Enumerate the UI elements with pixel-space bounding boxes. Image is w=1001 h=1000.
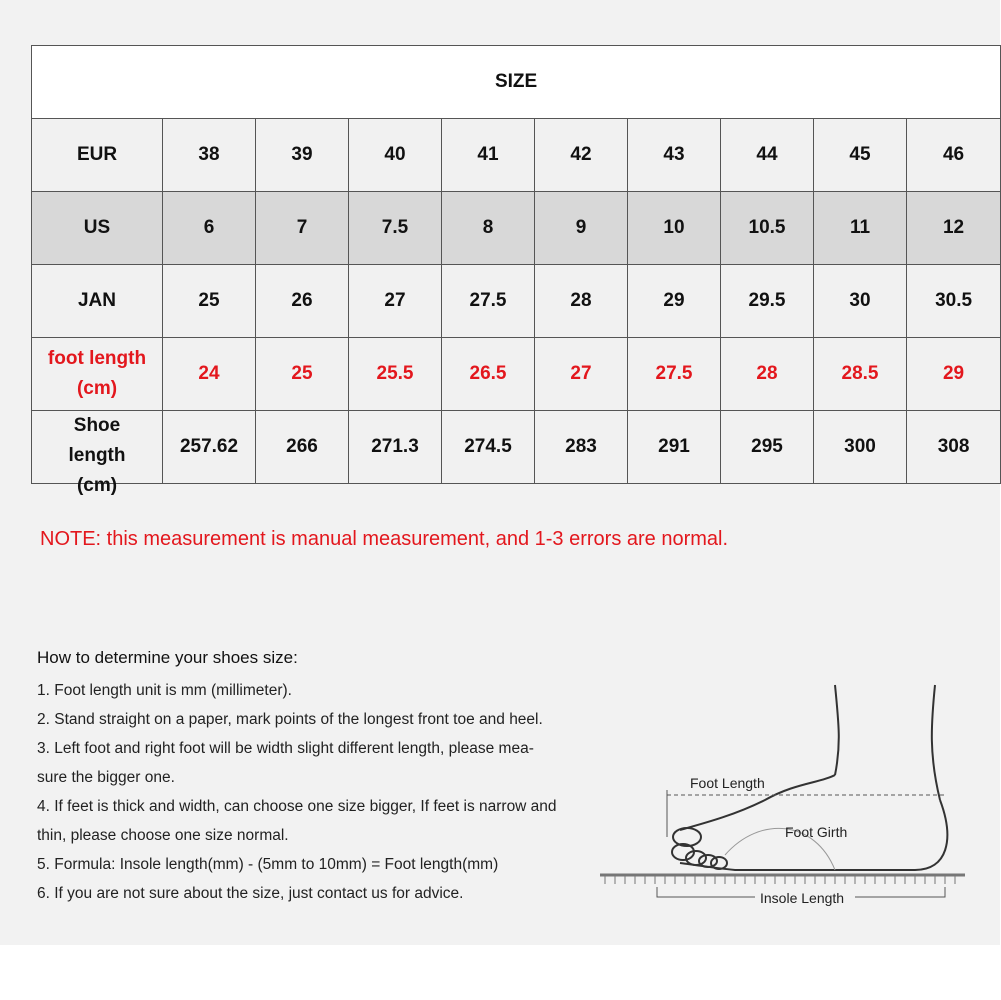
size-table (31, 45, 1001, 496)
measurement-note: NOTE: this measurement is manual measurement, and 1-3 errors are normal. (40, 528, 729, 550)
row-label-line: Shoe (73, 415, 121, 436)
table-title-row (32, 46, 1001, 119)
row-label-line: (cm) (76, 378, 118, 399)
how-to-line: sure the bigger one. (37, 769, 175, 786)
toe-icon (699, 855, 717, 867)
row-label-line: length (68, 445, 126, 466)
table-cell: 27 (535, 338, 628, 411)
table-cell: 42 (535, 119, 628, 192)
table-cell: 39 (256, 119, 349, 192)
table-cell: 271.3 (349, 411, 442, 484)
table-cell: 30.5 (907, 265, 1001, 338)
table-cell: 9 (535, 192, 628, 265)
table-cell: 6 (163, 192, 256, 265)
table-cell: 29 (628, 265, 721, 338)
row-label-us: US (32, 192, 163, 265)
row-label-line: foot length (47, 348, 147, 369)
table-cell: 308 (907, 411, 1001, 484)
table-row-eur (32, 119, 1001, 192)
toe-icon (673, 828, 701, 846)
table-cell: 283 (535, 411, 628, 484)
how-to-line: 5. Formula: Insole length(mm) - (5mm to 10mm) = Foot length(mm) (37, 856, 499, 873)
table-cell: 44 (721, 119, 814, 192)
table-title: SIZE (32, 46, 1001, 119)
table-cell: 28.5 (814, 338, 907, 411)
table-cell: 11 (814, 192, 907, 265)
table-cell: 266 (256, 411, 349, 484)
how-to-line: 6. If you are not sure about the size, just contact us for advice. (37, 885, 464, 902)
table-cell: 40 (349, 119, 442, 192)
row-label-jan: JAN (32, 265, 163, 338)
table-cell: 26.5 (442, 338, 535, 411)
table-row-jan (32, 265, 1001, 338)
leg-outline (835, 685, 839, 775)
table-cell: 43 (628, 119, 721, 192)
table-cell: 7 (256, 192, 349, 265)
table-cell: 27.5 (628, 338, 721, 411)
table-row-shoe-length (32, 411, 1001, 484)
table-cell: 12 (907, 192, 1001, 265)
leg-outline (932, 685, 940, 800)
table-cell: 46 (907, 119, 1001, 192)
how-to-line: thin, please choose one size normal. (37, 827, 289, 844)
foot-measure-diagram (595, 665, 975, 915)
table-cell: 295 (721, 411, 814, 484)
table-cell: 8 (442, 192, 535, 265)
table-cell: 29 (907, 338, 1001, 411)
foot-length-label: Foot Length (690, 775, 765, 791)
how-to-line: 3. Left foot and right foot will be width slight different length, please mea- (37, 740, 534, 757)
row-label-foot-length (32, 338, 163, 411)
table-cell: 27 (349, 265, 442, 338)
table-cell: 10 (628, 192, 721, 265)
table-cell: 257.62 (163, 411, 256, 484)
insole-length-label: Insole Length (760, 890, 845, 906)
how-to-line: 4. If feet is thick and width, can choose one size bigger, If feet is narrow and (37, 798, 557, 815)
row-label-line: (cm) (76, 475, 118, 496)
table-cell: 29.5 (721, 265, 814, 338)
table-cell: 28 (721, 338, 814, 411)
how-to-line: 2. Stand straight on a paper, mark points of the longest front toe and heel. (37, 711, 543, 728)
row-label-eur: EUR (32, 119, 163, 192)
row-label-shoe-length (32, 411, 163, 496)
how-to-section (37, 648, 617, 908)
table-cell: 10.5 (721, 192, 814, 265)
table-cell: 38 (163, 119, 256, 192)
table-row-us (32, 192, 1001, 265)
table-cell: 25.5 (349, 338, 442, 411)
table-cell: 27.5 (442, 265, 535, 338)
table-cell: 30 (814, 265, 907, 338)
table-cell: 25 (163, 265, 256, 338)
how-to-title: How to determine your shoes size: (37, 648, 298, 667)
table-cell: 291 (628, 411, 721, 484)
table-cell: 300 (814, 411, 907, 484)
table-cell: 274.5 (442, 411, 535, 484)
table-cell: 25 (256, 338, 349, 411)
how-to-line: 1. Foot length unit is mm (millimeter). (37, 682, 292, 699)
table-cell: 41 (442, 119, 535, 192)
table-cell: 28 (535, 265, 628, 338)
table-cell: 7.5 (349, 192, 442, 265)
table-cell: 45 (814, 119, 907, 192)
foot-girth-label: Foot Girth (785, 824, 848, 840)
table-cell: 24 (163, 338, 256, 411)
table-row-foot-length (32, 338, 1001, 411)
table-cell: 26 (256, 265, 349, 338)
